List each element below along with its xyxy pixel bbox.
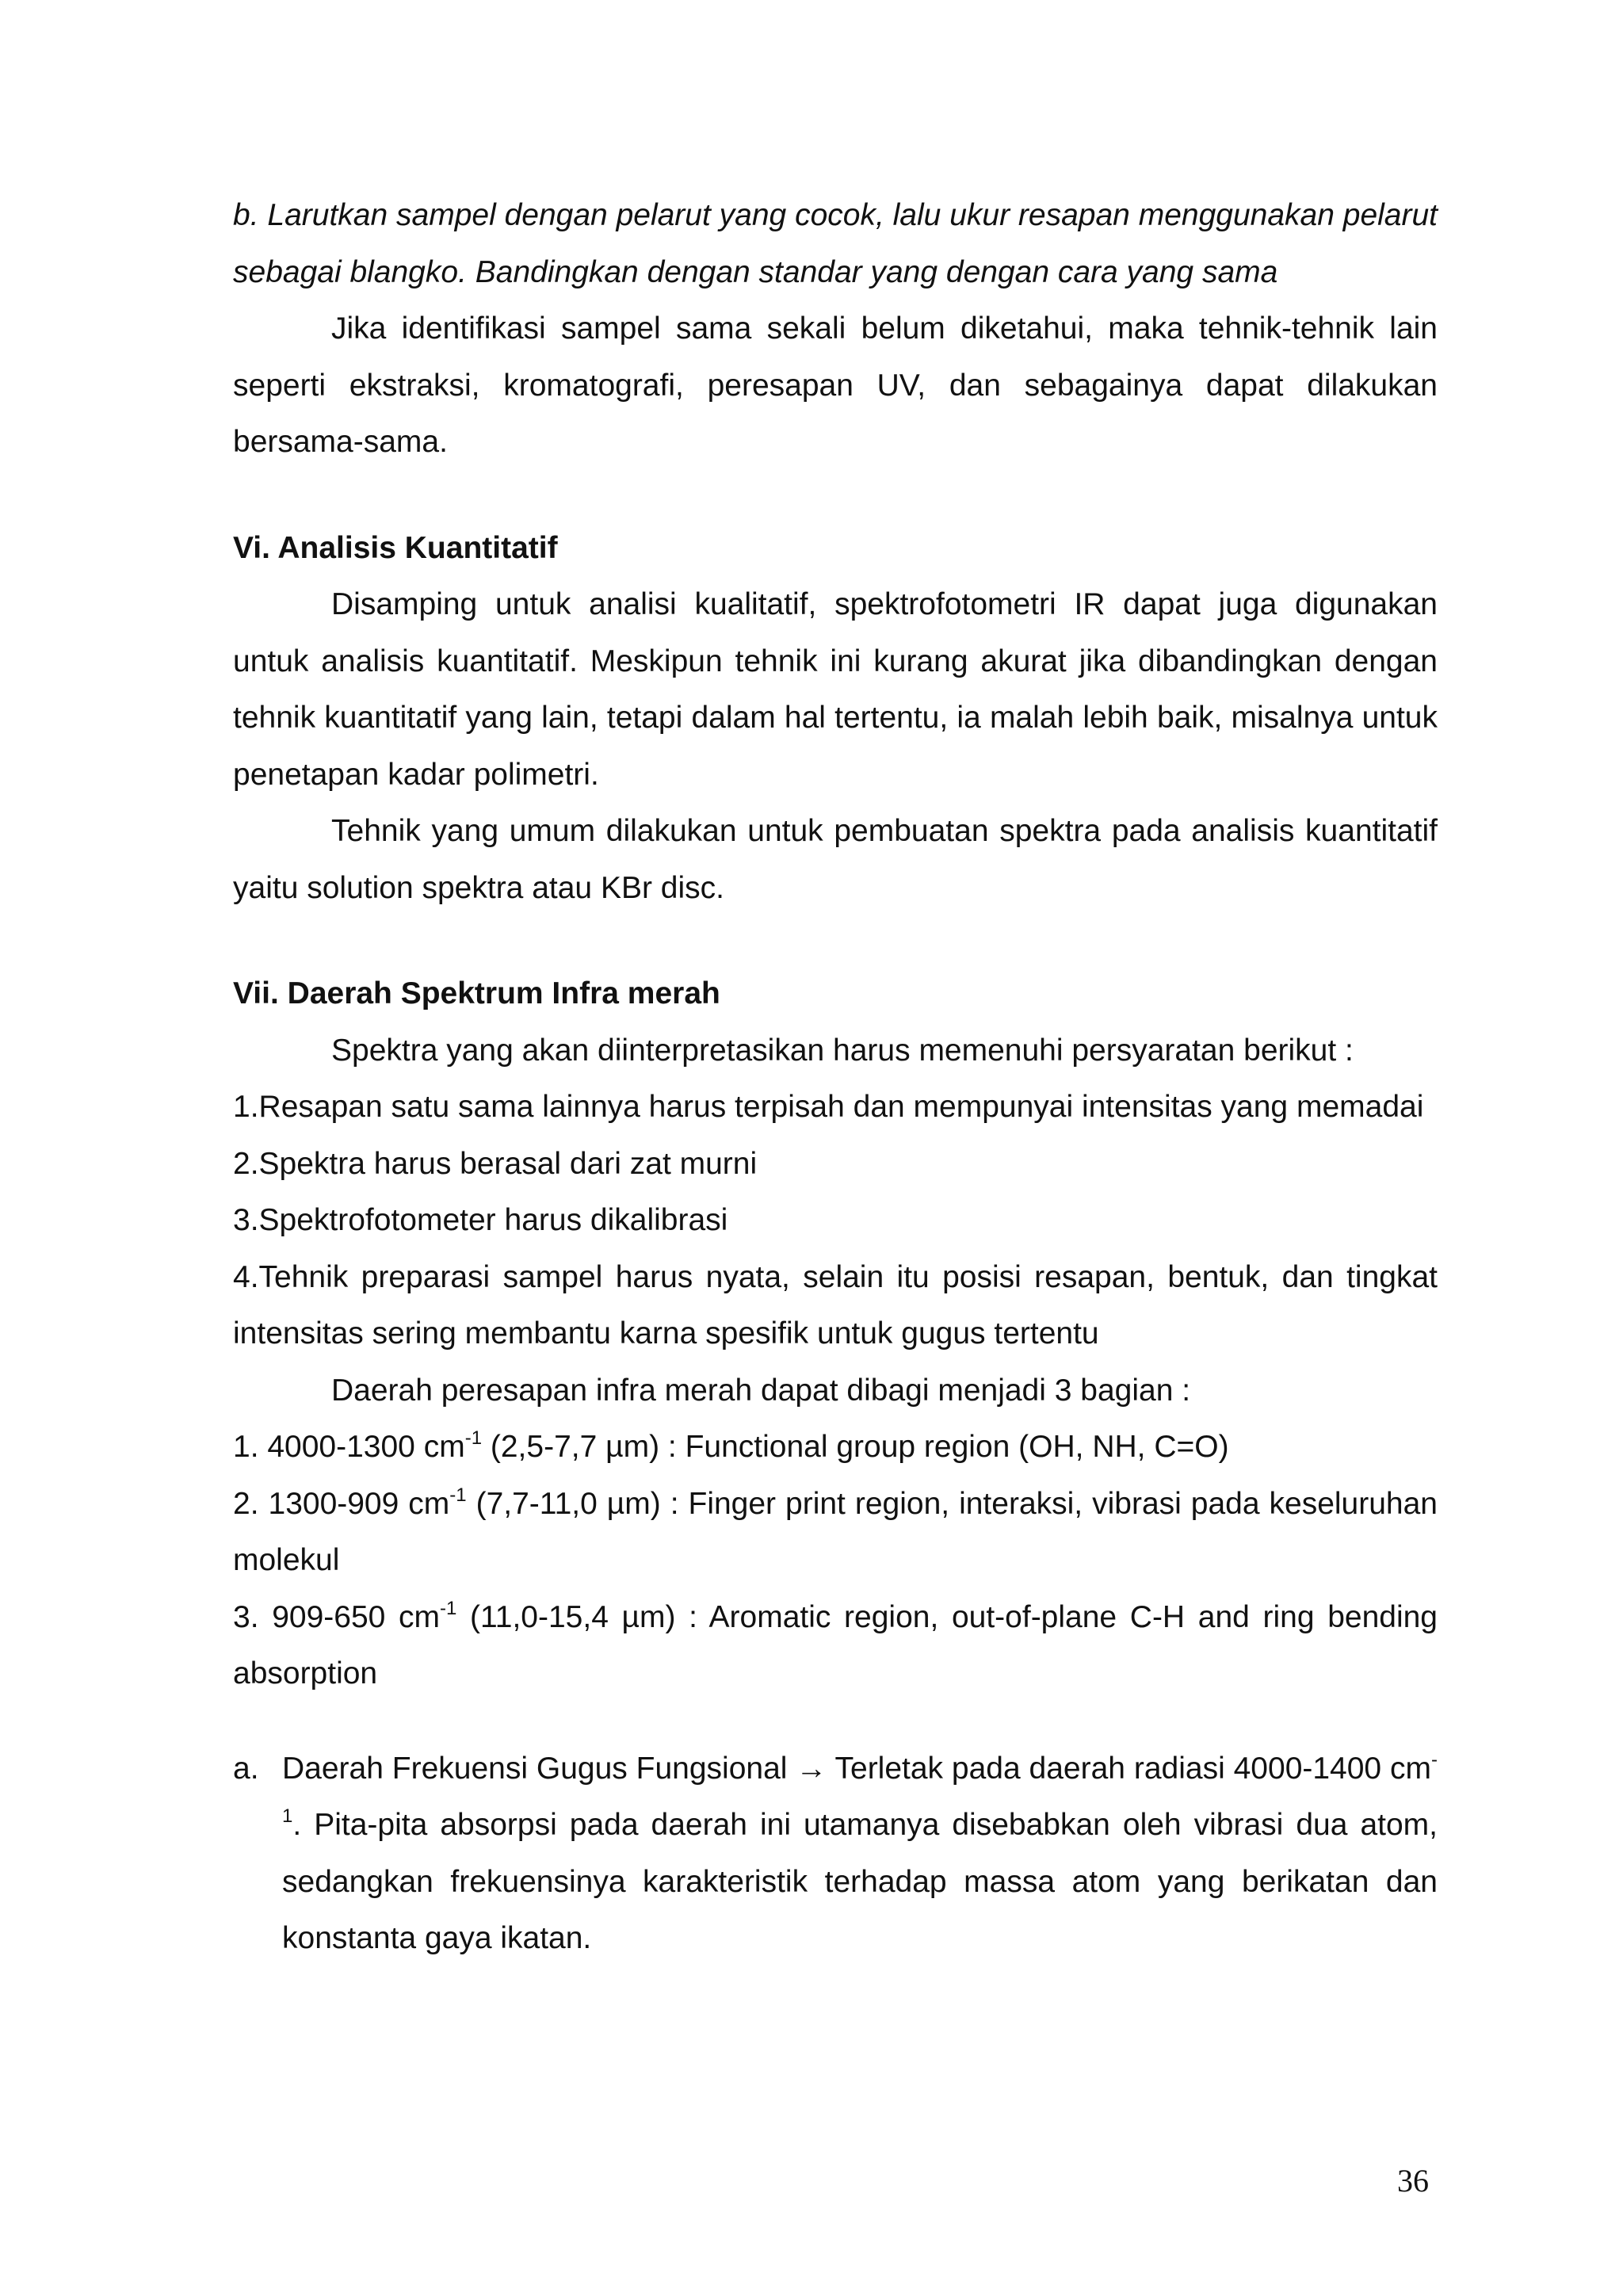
- paragraph-b: [233, 187, 1438, 300]
- item-a-label: a.: [233, 1751, 259, 1786]
- region-item-2: 2. 1300-909 $cm^{-1}$ (7,7-11,0 µm) : Finger print region, interaksi, vibrasi pada keseluruhan molekul: [233, 1484, 1438, 1577]
- item-b-label: b.: [233, 198, 259, 232]
- document-page: [233, 187, 1438, 1967]
- requirement-item-1: 1.Resapan satu sama lainnya harus terpisah dan mempunyai intensitas yang memadai: [233, 1090, 1424, 1124]
- heading-daerah-spektrum: Vii. Daerah Spektrum Infra merah: [233, 976, 720, 1010]
- requirement-item-4: 4.Tehnik preparasi sampel harus nyata, selain itu posisi resapan, bentuk, dan tingkat intensitas sering membantu karna spesifik untuk gugus tertentu: [233, 1259, 1438, 1350]
- right-arrow-icon: →: [796, 1751, 827, 1786]
- paragraph-kuantitatif-2: Tehnik yang umum dilakukan untuk pembuatan spektra pada analisis kuantitatif yaitu solution spektra atau KBr disc.: [233, 814, 1438, 905]
- paragraph-kuantitatif-1: Disamping untuk analisi kualitatif, spektrofotometri IR dapat juga digunakan untuk analisis kuantitatif. Meskipun tehnik ini kurang akurat jika dibandingkan dengan tehnik kuantitatif yang lain, tetapi dalam hal tertentu, ia malah lebih baik, misalnya untuk penetapan kadar polimetri.: [233, 587, 1438, 792]
- item-b-text: Larutkan sampel dengan pelarut yang cocok, lalu ukur resapan menggunakan pelarut sebagai blangko. Bandingkan dengan standar yang dengan cara yang sama: [233, 198, 1438, 289]
- paragraph-identification: Jika identifikasi sampel sama sekali belum diketahui, maka tehnik-tehnik lain seperti ekstraksi, kromatografi, peresapan UV, dan sebagainya dapat dilakukan bersama-sama.: [233, 311, 1438, 459]
- paragraph-requirements-intro: Spektra yang akan diinterpretasikan harus memenuhi persyaratan berikut :: [331, 1033, 1354, 1068]
- region-item-3: 3. 909-650 $cm^{-1}$ (11,0-15,4 µm) : Aromatic region, out-of-plane C-H and ring bending absorption: [233, 1597, 1438, 1690]
- item-a-frekuensi-gugus: a. Daerah Frekuensi Gugus Fungsional → Terletak pada daerah radiasi 4000-1400 $cm^{-1}$. Pita-pita absorpsi pada daerah ini utamanya disebabkan oleh vibrasi dua atom, sedangkan frekuensinya karakteristik terhadap massa atom yang berikatan dan konstanta gaya ikatan.: [233, 1740, 1438, 1967]
- region-item-1: 1. 4000-1300 $cm^{-1}$ (2,5-7,7 µm) : Functional group region (OH, NH, C=O): [233, 1427, 1229, 1464]
- paragraph-regions-intro: Daerah peresapan infra merah dapat dibagi menjadi 3 bagian :: [331, 1373, 1191, 1408]
- heading-analisis-kuantitatif: Vi. Analisis Kuantitatif: [233, 530, 558, 565]
- requirement-item-3: 3.Spektrofotometer harus dikalibrasi: [233, 1203, 728, 1237]
- requirement-item-2: 2.Spektra harus berasal dari zat murni: [233, 1146, 758, 1181]
- page-number: 36: [1397, 2163, 1429, 2199]
